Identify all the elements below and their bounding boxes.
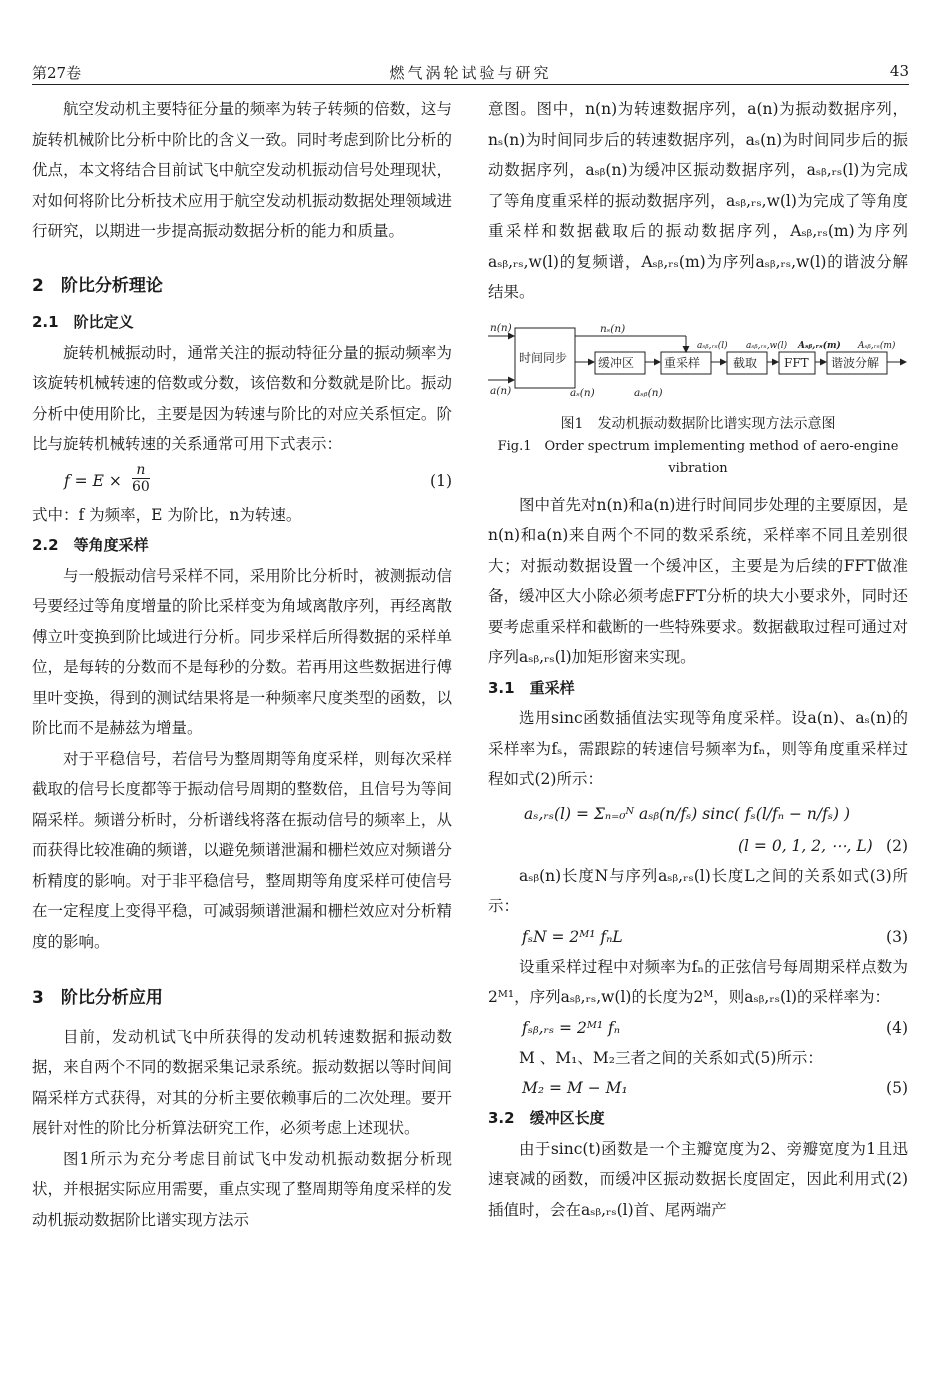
paragraph: 目前，发动机试飞中所获得的发动机转速数据和振动数据，来自两个不同的数据采集记录系统。振动数据以等时间间隔采样方式获得，对其的分析主要依赖事后的二次处理。要开展针对性的阶比分析算法研究工作，必须考虑上述现状。 [32, 1027, 452, 1137]
equation-number: (1) [430, 471, 452, 490]
equation-number: (2) [886, 836, 908, 855]
label-a-input: a(n) [490, 384, 512, 397]
label-cut: 截取 [733, 355, 758, 370]
right-column [488, 94, 908, 1225]
equation-body: fₛᵦ,ᵣₛ = 2ᴹ¹ fₙ [522, 1018, 620, 1037]
label-A1: Aₛᵦ,ᵣₛ(m) [798, 340, 841, 351]
equation-3 [488, 922, 908, 952]
paragraph: 旋转机械振动时，通常关注的振动特征分量的振动频率为该旋转机械转速的倍数或分数，该倍数和分数就是阶比。振动分析中使用阶比，主要是因为转速与阶比的对应关系恒定。阶比与旋转机械转速的关系通常可用下式表示： [32, 343, 452, 453]
label-A2: Aₛᵦ,ᵣₛ(m) [858, 340, 896, 351]
paragraph: 图中首先对n(n)和a(n)进行时间同步处理的主要原因，是n(n)和a(n)来自两个不同的数采系统，采样率不同且差别很大；对振动数据设置一个缓冲区，主要是为后续的FFT做准备，缓冲区大小除必须考虑FFT分析的块大小要求外，同时还要考虑重采样和截断的一些特殊要求。数据截取过程可通过对序列aₛᵦ,ᵣₛ(l)加矩形窗来实现。 [488, 495, 908, 666]
paragraph: 式中：f 为频率，E 为阶比，n为转速。 [32, 505, 302, 524]
equation-number: (3) [886, 927, 908, 946]
paragraph: 由于sinc(t)函数是一个主瓣宽度为2、旁瓣宽度为1且迅速衰减的函数，而缓冲区振动数据长度固定，因此利用式(2)插值时，会在aₛᵦ,ᵣₛ(l)首、尾两端产 [488, 1139, 908, 1219]
equation-body: fₛN = 2ᴹ¹ fₙL [522, 927, 623, 946]
volume-label: 第27卷 [32, 64, 82, 82]
page-number: 43 [889, 62, 909, 80]
figure-1-block-diagram [488, 322, 908, 406]
equation-condition: (l = 0, 1, 2, ⋯, L) [738, 836, 873, 855]
figure-caption-cn: 图1 发动机振动数据阶比谱实现方法示意图 [560, 415, 836, 432]
label-harm: 谐波分解 [831, 355, 880, 370]
paragraph: 图1所示为充分考虑目前试飞中发动机振动数据分析现状，并根据实际应用需要，重点实现了整周期等角度采样的发动机振动数据阶比谱实现方法示 [32, 1149, 452, 1229]
label-n-input: n(n) [490, 321, 512, 334]
running-header [32, 60, 909, 85]
label-buffer: 缓冲区 [598, 355, 635, 370]
section-heading: 2 阶比分析理论 [32, 275, 163, 296]
equation-1 [32, 460, 452, 500]
equation-body: M₂ = M − M₁ [522, 1079, 628, 1097]
equation-lhs: f = E × [64, 471, 122, 490]
equation-fraction [132, 462, 150, 495]
label-resample: 重采样 [664, 355, 701, 370]
label-arsw: aₛᵦ,ᵣₛ,w(l) [746, 340, 788, 351]
figure-caption-en: Fig.1 Order spectrum implementing method of aero-engine vibration [497, 438, 899, 476]
subsection-heading: 2.2 等角度采样 [32, 536, 149, 554]
subsection-heading: 2.1 阶比定义 [32, 313, 134, 331]
fraction-numerator: n [132, 462, 150, 479]
equation-4 [488, 1013, 908, 1043]
section-heading: 3 阶比分析应用 [32, 988, 163, 1008]
paragraph: M 、M₁、M₂三者之间的关系如式(5)所示： [519, 1048, 823, 1067]
paragraph: 航空发动机主要特征分量的频率为转子转频的倍数，这与旋转机械阶比分析中阶比的含义一致。同时考虑到阶比分析的优点，本文将结合目前试飞中航空发动机振动信号处理现状，对如何将阶比分析技术应用于航空发动机振动数据处理领域进行研究，以期进一步提高振动数据分析的能力和质量。 [32, 100, 452, 240]
label-as: aₛ(n) [570, 386, 595, 399]
equation-body: aₛ,ᵣₛ(l) = Σₙ₌₀ᴺ aₛᵦ(n/fₛ) sinc( fₛ(l/fₙ − n/fₛ) ) [524, 804, 851, 823]
label-sync: 时间同步 [519, 350, 568, 365]
label-ns: nₛ(n) [600, 322, 626, 335]
paragraph: aₛᵦ(n)长度N与序列aₛᵦ,ᵣₛ(l)长度L之间的关系如式(3)所示： [488, 866, 908, 915]
label-fft: FFT [784, 355, 809, 370]
equation-number: (5) [886, 1079, 908, 1097]
paragraph: 意图。图中，n(n)为转速数据序列，a(n)为振动数据序列，nₛ(n)为时间同步后的转速数据序列，aₛ(n)为时间同步后的振动数据序列，aₛᵦ(n)为缓冲区振动数据序列，aₛᵦ,ᵣₛ(l)为完成了等角度重采样的振动数据序列，aₛᵦ,ᵣₛ,w(l)为完成了等角度重采样和数据截取后的振动数据序列，Aₛᵦ,ᵣₛ(m)为序列aₛᵦ,ᵣₛ,w(l)的复频谱，Aₛᵦ,ᵣₛ(m)为序列aₛᵦ,ᵣₛ,w(l)的谐波分解结果。 [488, 100, 908, 301]
equation-number: (4) [886, 1018, 908, 1037]
label-ars: aₛᵦ,ᵣₛ(l) [697, 340, 728, 351]
label-asb: aₛᵦ(n) [634, 386, 663, 399]
paragraph: 与一般振动信号采样不同，采用阶比分析时，被测振动信号要经过等角度增量的阶比采样变为角域离散序列，再经离散傅立叶变换到阶比域进行分析。同步采样后所得数据的采样单位，是每转的分数而不是每秒的分数。若再用这些数据进行傅里叶变换，得到的测试结果将是一种频率尺度类型的函数，以阶比而不是赫兹为增量。 [32, 566, 452, 737]
subsection-heading: 3.2 缓冲区长度 [488, 1109, 605, 1127]
journal-title: 燃气涡轮试验与研究 [389, 64, 552, 82]
left-column [32, 94, 452, 1235]
equation-2 [488, 795, 908, 831]
subsection-heading: 3.1 重采样 [488, 678, 575, 697]
paragraph: 选用sinc函数插值法实现等角度采样。设a(n)、aₛ(n)的采样率为fₛ，需跟踪的转速信号频率为fₙ，则等角度重采样过程如式(2)所示： [488, 709, 908, 788]
paragraph: 设重采样过程中对频率为fₙ的正弦信号每周期采样点数为2ᴹ¹，序列aₛᵦ,ᵣₛ,w(l)的长度为2ᴹ，则aₛᵦ,ᵣₛ(l)的采样率为： [488, 957, 908, 1006]
paragraph: 对于平稳信号，若信号为整周期等角度采样，则每次采样截取的信号长度都等于振动信号周期的整数倍，且信号为等间隔采样。频谱分析时，分析谱线将落在振动信号的频率上，从而获得比较准确的频谱，以避免频谱泄漏和栅栏效应对频谱分析精度的影响。对于非平稳信号，整周期等角度采样可使信号在一定程度上变得平稳，可减弱频谱泄漏和栅栏效应对分析精度的影响。 [32, 749, 452, 951]
equation-2-condition [488, 831, 908, 861]
equation-5 [488, 1073, 908, 1103]
fraction-denominator: 60 [132, 478, 150, 495]
